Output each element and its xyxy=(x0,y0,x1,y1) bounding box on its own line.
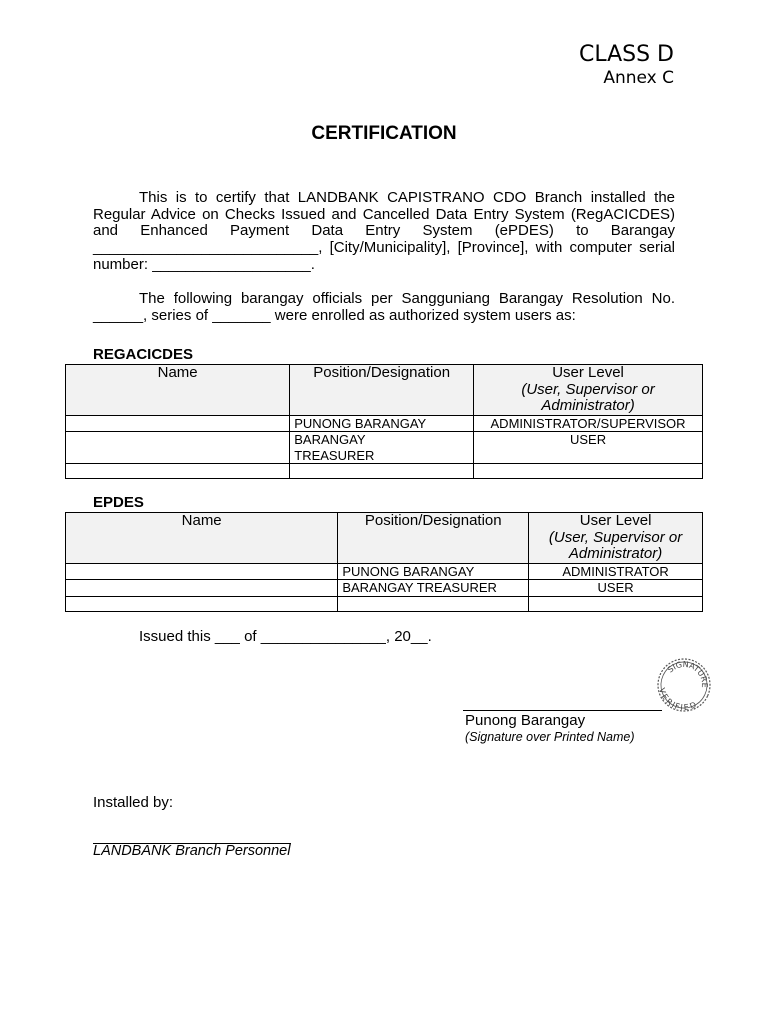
paragraph-line: and Enhanced Payment Data Entry System (ePDES) to Barangay xyxy=(93,222,675,240)
certification-paragraph xyxy=(93,190,675,274)
svg-text:VERIFIED xyxy=(656,684,700,713)
table-row xyxy=(66,563,703,580)
user-level-label: User Level xyxy=(579,512,652,529)
position-cell xyxy=(338,596,529,611)
user-level-cell: USER xyxy=(529,580,703,597)
user-level-note: (User, Supervisor or Administrator) xyxy=(521,380,655,414)
installer-title: LANDBANK Branch Personnel xyxy=(93,843,291,859)
table-header-row xyxy=(66,513,703,564)
position-cell: PUNONG BARANGAY xyxy=(290,415,474,432)
position-header: Position/Designation xyxy=(338,513,529,564)
position-cell: BARANGAY TREASURER xyxy=(290,432,474,464)
user-level-cell xyxy=(529,596,703,611)
position-cell: PUNONG BARANGAY xyxy=(338,563,529,580)
position-cell xyxy=(290,464,474,479)
user-level-note: (User, Supervisor or Administrator) xyxy=(548,528,683,562)
signature-verified-stamp xyxy=(656,657,712,713)
signature-line xyxy=(463,710,662,711)
document-class-block xyxy=(579,42,674,88)
regacicdes-table xyxy=(65,364,703,479)
table-row xyxy=(66,596,703,611)
name-cell xyxy=(66,580,338,597)
signature-note: (Signature over Printed Name) xyxy=(465,730,635,744)
stamp-text-bottom: VERIFIED xyxy=(657,687,698,713)
installed-by-label: Installed by: xyxy=(93,794,174,811)
officials-paragraph xyxy=(93,291,675,324)
name-cell xyxy=(66,432,290,464)
svg-text:SIGNATURE xyxy=(664,657,712,691)
name-header: Name xyxy=(66,513,338,564)
name-cell xyxy=(66,563,338,580)
user-level-label: User Level xyxy=(552,364,624,381)
paragraph-line: ___________________________, [City/Municipality], [Province], with computer serial xyxy=(93,239,675,257)
document-title: CERTIFICATION xyxy=(311,123,457,144)
table-header-row xyxy=(66,365,703,416)
table-row xyxy=(66,415,703,432)
user-level-cell: ADMINISTRATOR xyxy=(529,563,703,580)
annex-label: Annex C xyxy=(603,68,674,88)
user-level-cell: USER xyxy=(474,432,703,464)
user-level-cell xyxy=(474,464,703,479)
epdes-table xyxy=(65,512,703,612)
paragraph-line: The following barangay officials per Sangguniang Barangay Resolution No. xyxy=(139,290,675,307)
paragraph-line: number: ___________________. xyxy=(93,255,315,273)
signatory-title: Punong Barangay xyxy=(465,712,586,729)
paragraph-line: ______, series of _______ were enrolled as authorized system users as: xyxy=(93,306,576,324)
stamp-text-top: SIGNATURE xyxy=(665,659,710,688)
epdes-label: EPDES xyxy=(93,494,144,511)
user-level-header xyxy=(474,365,703,416)
user-level-cell: ADMINISTRATOR/SUPERVISOR xyxy=(474,415,703,432)
position-header: Position/Designation xyxy=(290,365,474,416)
name-cell xyxy=(66,415,290,432)
name-header: Name xyxy=(66,365,290,416)
issued-date-line: Issued this ___ of _______________, 20__. xyxy=(139,628,432,645)
name-cell xyxy=(66,596,338,611)
paragraph-line: Regular Advice on Checks Issued and Cancelled Data Entry System (RegACICDES) xyxy=(93,205,675,223)
paragraph-line: This is to certify that LANDBANK CAPISTRANO CDO Branch installed the xyxy=(139,189,675,206)
table-row xyxy=(66,580,703,597)
user-level-header xyxy=(529,513,703,564)
position-cell: BARANGAY TREASURER xyxy=(338,580,529,597)
table-row xyxy=(66,432,703,464)
regacicdes-label: REGACICDES xyxy=(93,346,194,363)
table-row xyxy=(66,464,703,479)
class-title: CLASS D xyxy=(578,42,674,67)
name-cell xyxy=(66,464,290,479)
